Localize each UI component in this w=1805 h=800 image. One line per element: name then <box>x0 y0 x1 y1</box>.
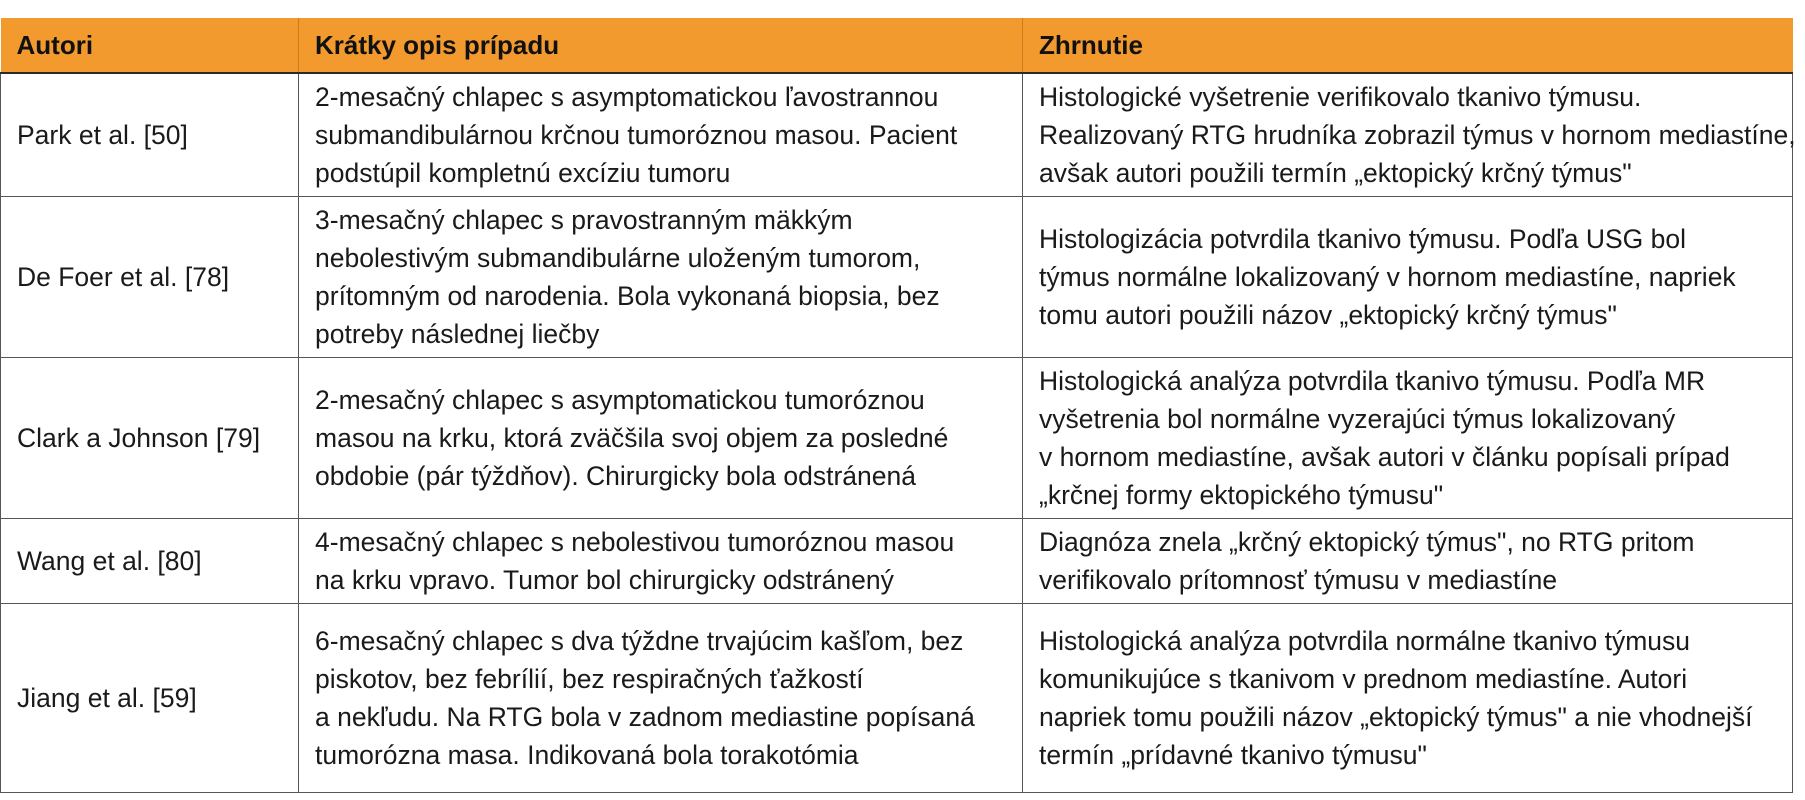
case-line: nebolestivým submandibulárne uloženým tumorom, <box>315 243 921 273</box>
table-row <box>1 604 1793 793</box>
summary-line: termín „prídavné tkanivo týmusu" <box>1039 740 1427 770</box>
table-row <box>1 519 1793 604</box>
summary-line: Histologická analýza potvrdila tkanivo týmusu. Podľa MR <box>1039 366 1706 396</box>
case-line: podstúpil kompletnú excíziu tumoru <box>315 158 731 188</box>
header-case-description: Krátky opis prípadu <box>299 18 1023 73</box>
table-row <box>1 73 1793 197</box>
summary-line: Histologické vyšetrenie verifikovalo tkanivo týmusu. <box>1039 82 1642 112</box>
case-line: tumorózna masa. Indikovaná bola torakotómia <box>315 740 859 770</box>
case-line: prítomným od narodenia. Bola vykonaná biopsia, bez <box>315 281 940 311</box>
author-cell: De Foer et al. [78] <box>1 197 299 358</box>
case-line: submandibulárnou krčnou tumoróznou masou. Pacient <box>315 120 958 150</box>
table-header-row <box>1 18 1793 73</box>
summary-line: verifikovalo prítomnosť týmusu v mediastíne <box>1039 565 1558 595</box>
case-line: 6-mesačný chlapec s dva týždne trvajúcim kašľom, bez <box>315 626 964 656</box>
header-authors: Autori <box>1 18 299 73</box>
case-cell <box>299 197 1023 358</box>
case-cell <box>299 358 1023 519</box>
case-cell <box>299 604 1023 793</box>
summary-cell <box>1023 604 1793 793</box>
case-line: 3-mesačný chlapec s pravostranným mäkkým <box>315 205 853 235</box>
summary-line: tomu autori použili názov „ektopický krčný týmus" <box>1039 300 1617 330</box>
summary-line: avšak autori použili termín „ektopický krčný týmus" <box>1039 158 1632 188</box>
header-summary: Zhrnutie <box>1023 18 1793 73</box>
case-line: obdobie (pár týždňov). Chirurgicky bola odstránená <box>315 461 916 491</box>
summary-line: Diagnóza znela „krčný ektopický týmus", no RTG pritom <box>1039 527 1695 557</box>
summary-line: „krčnej formy ektopického týmusu" <box>1039 480 1444 510</box>
summary-line: napriek tomu použili názov „ektopický týmus" a nie vhodnejší <box>1039 702 1753 732</box>
summary-line: Histologická analýza potvrdila normálne tkanivo týmusu <box>1039 626 1691 656</box>
case-reports-table <box>0 18 1796 793</box>
summary-cell <box>1023 358 1793 519</box>
case-line: piskotov, bez febrílií, bez respiračných ťažkostí <box>315 664 864 694</box>
summary-cell <box>1023 519 1793 604</box>
case-line: potreby následnej liečby <box>315 319 600 349</box>
case-line: 2-mesačný chlapec s asymptomatickou ľavostrannou <box>315 82 939 112</box>
case-line: na krku vpravo. Tumor bol chirurgicky odstránený <box>315 565 894 595</box>
summary-line: vyšetrenia bol normálne vyzerajúci týmus lokalizovaný <box>1039 404 1676 434</box>
case-cell <box>299 519 1023 604</box>
author-cell: Wang et al. [80] <box>1 519 299 604</box>
author-cell: Jiang et al. [59] <box>1 604 299 793</box>
summary-line: komunikujúce s tkanivom v prednom mediastíne. Autori <box>1039 664 1688 694</box>
case-cell <box>299 73 1023 197</box>
author-cell: Clark a Johnson [79] <box>1 358 299 519</box>
case-line: 2-mesačný chlapec s asymptomatickou tumoróznou <box>315 385 925 415</box>
case-reports-table-container <box>0 18 1796 793</box>
summary-line: v hornom mediastíne, avšak autori v článku popísali prípad <box>1039 442 1730 472</box>
case-line: 4-mesačný chlapec s nebolestivou tumoróznou masou <box>315 527 955 557</box>
summary-line: Histologizácia potvrdila tkanivo týmusu. Podľa USG bol <box>1039 224 1686 254</box>
author-cell: Park et al. [50] <box>1 73 299 197</box>
summary-cell <box>1023 197 1793 358</box>
summary-line: Realizovaný RTG hrudníka zobrazil týmus v hornom mediastíne, <box>1039 120 1796 150</box>
table-row <box>1 197 1793 358</box>
case-line: masou na krku, ktorá zväčšila svoj objem za posledné <box>315 423 949 453</box>
table-row <box>1 358 1793 519</box>
summary-cell <box>1023 73 1796 197</box>
case-line: a nekľudu. Na RTG bola v zadnom mediastine popísaná <box>315 702 975 732</box>
summary-line: týmus normálne lokalizovaný v hornom mediastíne, napriek <box>1039 262 1736 292</box>
